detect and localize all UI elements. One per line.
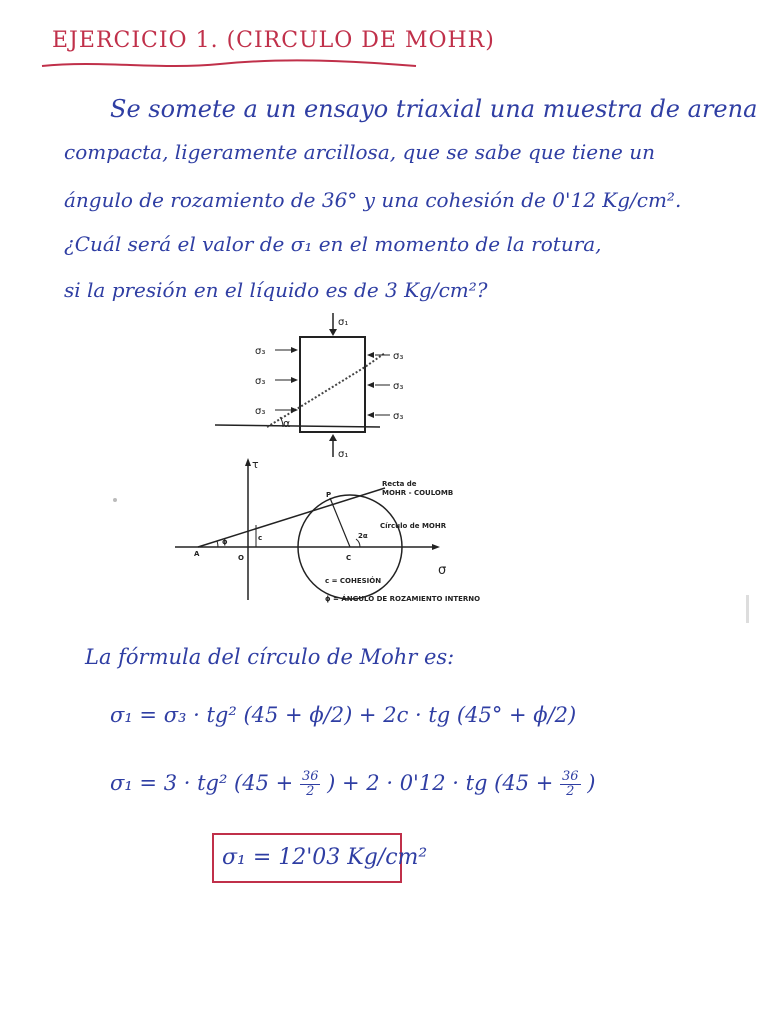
- fraction-2-denominator: 2: [566, 784, 575, 799]
- title-underline: [40, 56, 420, 72]
- problem-line-5: si la presión en el líquido es de 3 Kg/cm²?: [64, 278, 488, 302]
- problem-line-1: Se somete a un ensayo triaxial una muestra de arena: [110, 95, 758, 123]
- sigma3-left-label-3: σ₃: [255, 406, 266, 417]
- envelope-label-1: Recta de: [382, 480, 417, 488]
- mohr-circle-diagram: [170, 450, 490, 610]
- stray-mark: [113, 498, 117, 502]
- sigma3-left-label-1: σ₃: [255, 346, 266, 357]
- point-a-label: A: [194, 550, 200, 558]
- envelope-label-2: MOHR - COULOMB: [382, 489, 454, 497]
- point-p-label: P: [326, 491, 332, 499]
- sigma3-left-label-2: σ₃: [255, 376, 266, 387]
- sigma-axis-label: σ: [438, 563, 447, 578]
- two-alpha-label: 2α: [358, 532, 368, 540]
- mohr-circle-label: Círculo de MOHR: [380, 522, 447, 530]
- fraction-2-numerator: 36: [562, 769, 579, 784]
- formula-general: σ₁ = σ₃ · tg² (45 + ϕ/2) + 2c · tg (45° + ϕ/2): [110, 703, 577, 727]
- problem-line-4: ¿Cuál será el valor de σ₁ en el momento de la rotura,: [64, 232, 602, 256]
- legend-cohesion: c = COHESIÓN: [325, 577, 382, 585]
- legend-friction-angle: ϕ = ÁNGULO DE ROZAMIENTO INTERNO: [325, 595, 481, 603]
- formula-sub-part-1: σ₁ = 3 · tg² (45 +: [110, 771, 294, 795]
- sigma3-right-label-2: σ₃: [393, 381, 404, 392]
- sigma3-right-label-3: σ₃: [393, 411, 404, 422]
- page-edge-mark: [746, 595, 749, 623]
- fraction-2: [560, 770, 581, 799]
- point-o-label: O: [238, 554, 244, 562]
- problem-line-3: ángulo de rozamiento de 36° y una cohesión de 0'12 Kg/cm².: [64, 188, 682, 212]
- alpha-label: α: [283, 417, 291, 430]
- sigma3-right-label-1: σ₃: [393, 351, 404, 362]
- point-c-label: C: [346, 554, 352, 562]
- fraction-1: [300, 770, 321, 799]
- formula-sub-part-3: ): [587, 771, 596, 795]
- cohesion-c-label: c: [258, 534, 263, 542]
- formula-substituted: [110, 770, 595, 799]
- formula-sub-part-2: ) + 2 · 0'12 · tg (45 +: [327, 771, 554, 795]
- problem-line-2: compacta, ligeramente arcillosa, que se sabe que tiene un: [64, 140, 655, 164]
- tau-axis-label: τ: [252, 458, 259, 471]
- fraction-1-numerator: 36: [301, 769, 319, 784]
- sigma1-bottom-label: σ₁: [338, 449, 349, 460]
- exercise-title: EJERCICIO 1. (CIRCULO DE MOHR): [52, 28, 495, 53]
- phi-label: ϕ: [222, 538, 228, 546]
- result-value: σ₁ = 12'03 Kg/cm²: [222, 845, 428, 870]
- formula-intro: La fórmula del círculo de Mohr es:: [85, 645, 455, 669]
- fraction-1-denominator: 2: [306, 784, 315, 799]
- sigma1-top-label: σ₁: [338, 317, 349, 328]
- triaxial-sample-diagram: [205, 305, 435, 460]
